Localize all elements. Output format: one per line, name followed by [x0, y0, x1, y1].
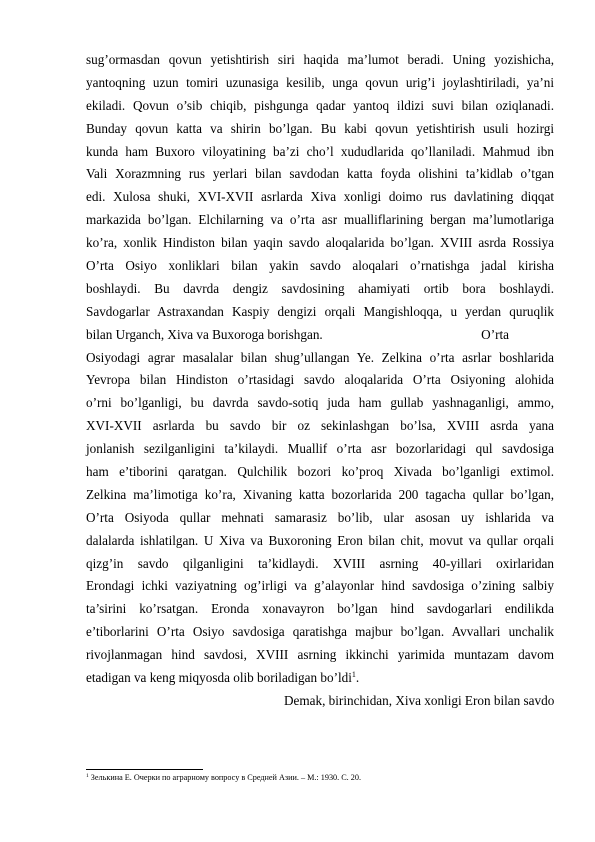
- text-line-a-7: edi. Xulosa shuki, XVI-XVII asrlarda Xiva xonligi doimo rus davlatining diqqat: [86, 189, 554, 205]
- text-line-b-7: Zelkina ma’limotiga ko’ra, Xivaning katta bozorlarida 200 tagacha qullar bo’lgan,: [86, 486, 554, 502]
- text-line-b-1: Osiyodagi agrar masalalar bilan shug’ullangan Ye. Zelkina o’rta asrlar boshlarida: [86, 349, 554, 365]
- text-line-b-8: O’rta Osiyoda qullar mehnati samarasiz bo’lib, ular asosan uy ishlarida va: [86, 509, 554, 525]
- footnote-divider: [86, 769, 203, 770]
- text-line-a-1: sug’ormasdan qovun yetishtirish siri haqida ma’lumot beradi. Uning yozishicha,: [86, 52, 554, 67]
- footnote-marker: 1: [86, 773, 89, 779]
- text-line-b-3: o’rni bo’lganligi, bu davrda savdo-sotiq juda ham gullab yashnaganligi, ammo,: [86, 395, 554, 411]
- text-line-a-10: O’rta Osiyo xonliklari bilan yakin savdo aloqalari o’rnatishga jadal kirisha: [86, 258, 554, 274]
- paragraph-2: [86, 347, 554, 667]
- text-line-a-6: Vali Xorazmning rus yerlari bilan savdodan katta foyda olishini ta’kidlab o’tgan: [86, 166, 554, 182]
- text-line-split: [86, 324, 554, 347]
- footnote-reference[interactable]: 1: [351, 670, 356, 680]
- text-line-a-3: ekiladi. Qovun o’sib chiqib, pishgunga qadar yantoq ildizi suvi bilan oziqlanadi.: [86, 97, 554, 113]
- text-line-b-12: ta’sirini ko’rsatgan. Eronda xonavayron bo’lgan hind savdogarlari endilikda: [86, 601, 554, 617]
- text-line-b-9: dalalarda ishlatilgan. U Xiva va Buxoroning Eron bilan chit, movut va qullar orqali: [86, 532, 554, 548]
- text-line-b-14: rivojlanmagan hind savdosi, XVIII asrning ikkinchi yarimida muntazam davom: [86, 647, 554, 663]
- text-line-last: [86, 667, 554, 690]
- text-line-b-11: Erondagi ichki vaziyatning og’irligi va g’alayonlar hind savdosiga o’zining salbiy: [86, 578, 554, 594]
- text-line-a-2: yantoqning uzun tomiri uzunasiga kesilib, unga qovun urig’i joylashtiriladi, ya’ni: [86, 74, 554, 90]
- last-line-end: .: [355, 670, 360, 686]
- text-line-b-4: XVI-XVII asrlarda bu savdo bir oz sekinlashgan bo’lsa, XVIII asrda yana: [86, 418, 554, 434]
- last-line-text: etadigan va keng miqyosda olib boriladigan bo’ldi: [86, 670, 352, 686]
- text-line-a-8: markazida bo’lgan. Elchilarning va o’rta asr mualliflarining bergan ma’lumotlariga: [86, 212, 554, 228]
- text-line-b-10: qizg’in savdo qilganligini ta’kidlaydi. XVIII asrning 40-yillari oxirlaridan: [86, 555, 554, 571]
- split-line-right: O’rta: [481, 326, 509, 342]
- text-line-a-12: Savdogarlar Astraxandan Kaspiy dengizi orqali Mangishloqqa, u yerdan quruqlik: [86, 303, 554, 319]
- footnote-text: Зелькина Е. Очерки по аграрному вопросу в Средней Азии. – М.: 1930. С. 20.: [88, 773, 362, 782]
- body-text: [86, 49, 554, 713]
- footnote: [86, 772, 361, 783]
- text-line-a-11: boshlaydi. Bu davrda dengiz savdosining ahamiyati ortib bora boshlaydi.: [86, 280, 554, 296]
- closing-line: Demak, birinchidan, Xiva xonligi Eron bilan savdo: [284, 692, 555, 708]
- text-line-a-5: kunda ham Buxoro viloyatining ba’zi cho’l xududlarida qo’llaniladi. Mahmud ibn: [86, 143, 554, 159]
- text-line-b-6: ham e’tiborini qaratgan. Qulchilik bozori ko’proq Xivada bo’lganligi extimol.: [86, 464, 554, 480]
- paragraph-1: [86, 49, 554, 324]
- text-line-a-4: Bunday qovun katta va shirin bo’lgan. Bu kabi qovun yetishtirish usuli hozirgi: [86, 120, 554, 136]
- split-line-left: bilan Urganch, Xiva va Buxoroga borishgan.: [86, 326, 323, 342]
- text-line-b-13: e’tiborlarini O’rta Osiyo savdosiga qaratishga majbur bo’lgan. Avvallari unchalik: [86, 624, 554, 640]
- text-line-a-9: ko’ra, xonlik Hindiston bilan yaqin savdo aloqalarida bo’lgan. XVIII asrda Rossiya: [86, 235, 554, 251]
- text-line-b-2: Yevropa bilan Hindiston o’rtasidagi savdo aloqalarida O’rta Osiyoning alohida: [86, 372, 554, 388]
- text-line-b-5: jonlanish sezilganligini ta’kilaydi. Muallif o’rta asr bozorlaridagi qul savdosiga: [86, 441, 554, 457]
